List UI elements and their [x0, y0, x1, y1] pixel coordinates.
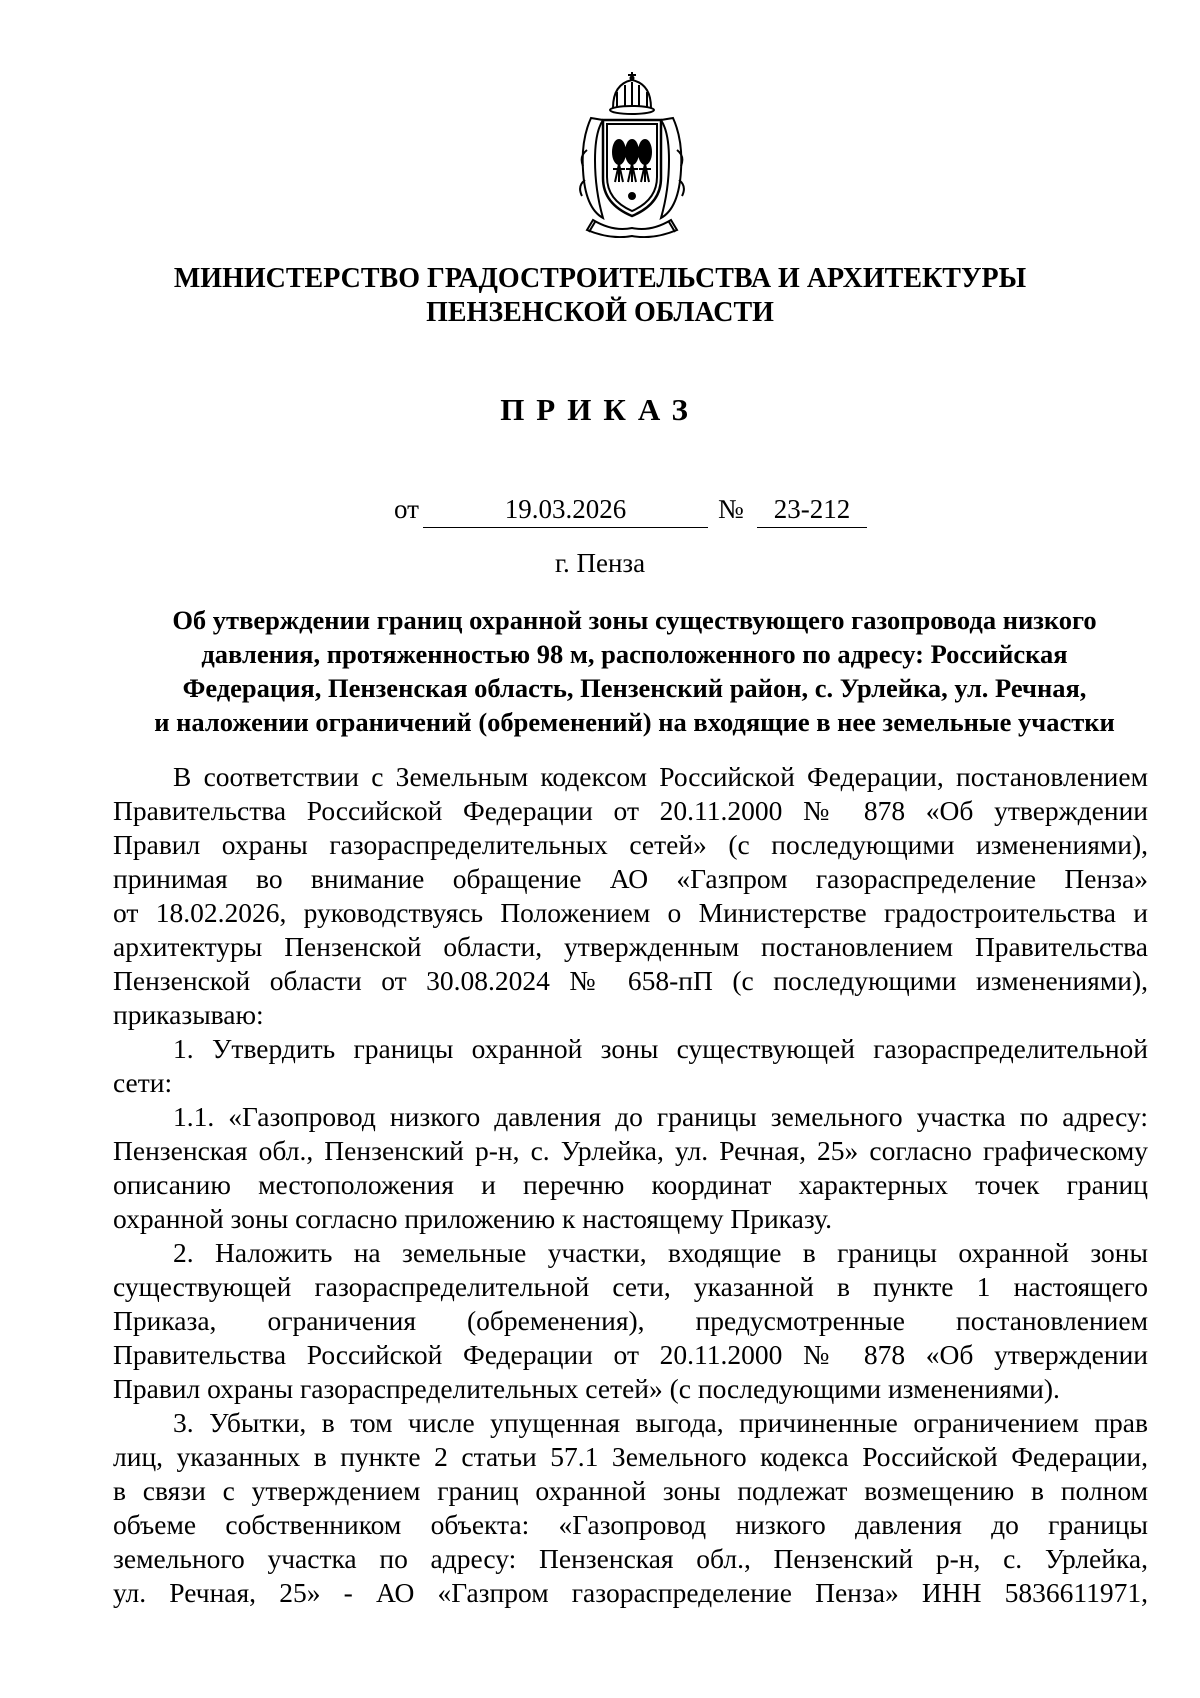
body-text-line: объеме собственником объекта: «Газопровод низкого давления до границы [113, 1509, 1148, 1540]
subject-line: Федерация, Пензенская область, Пензенский район, с. Урлейка, ул. Речная, [182, 673, 1087, 703]
subject-line: и наложении ограничений (обременений) на входящие в нее земельные участки [154, 707, 1115, 737]
body-text-line: в связи с утверждением границ охранной зоны подлежат возмещению в полном [113, 1475, 1148, 1506]
body-text-line: 1. Утвердить границы охранной зоны существующей газораспределительной [173, 1033, 1148, 1064]
date-number-line [0, 494, 1200, 530]
body-text-line: приказываю: [113, 999, 264, 1030]
body-text-line: Правил охраны газораспределительных сетей» (с последующими изменениями). [113, 1373, 1060, 1404]
body-text-line: Приказа, ограничения (обременения), предусмотренные постановлением [113, 1305, 1148, 1336]
body-text-line: существующей газораспределительной сети, указанной в пункте 1 настоящего [113, 1271, 1148, 1302]
body-text-line: от 18.02.2026, руководствуясь Положением о Министерстве градостроительства и [113, 897, 1148, 928]
body-text-line: 3. Убытки, в том числе упущенная выгода, причиненные ограничением прав [173, 1407, 1148, 1438]
body-text-line: принимая во внимание обращение АО «Газпром газораспределение Пенза» [113, 863, 1148, 894]
body-text-line: 1.1. «Газопровод низкого давления до границы земельного участка по адресу: [173, 1101, 1148, 1132]
penza-region-coat-of-arms-icon [573, 70, 691, 238]
body-text-line: архитектуры Пензенской области, утвержденным постановлением Правительства [113, 931, 1148, 962]
document-number: 23-212 [757, 494, 867, 528]
subject-line: Об утверждении границ охранной зоны существующего газопровода низкого [172, 605, 1097, 635]
body-text-line: Пензенская обл., Пензенский р-н, с. Урлейка, ул. Речная, 25» согласно графическому [113, 1135, 1148, 1166]
ministry-name-line-1: МИНИСТЕРСТВО ГРАДОСТРОИТЕЛЬСТВА И АРХИТЕКТУРЫ [173, 263, 1027, 294]
city-label: г. Пенза [554, 548, 646, 578]
body-text-line: описанию местоположения и перечню координат характерных точек границ [113, 1169, 1148, 1200]
number-prefix-label: № [718, 494, 744, 524]
body-text-line: ул. Речная, 25» - АО «Газпром газораспределение Пенза» ИНН 5836611971, [113, 1577, 1148, 1608]
body-text-line: Пензенской области от 30.08.2024 № 658-пП (с последующими изменениями), [113, 965, 1148, 996]
body-text-line: лиц, указанных в пункте 2 статьи 57.1 Земельного кодекса Российской Федерации, [113, 1441, 1148, 1472]
body-text-line: сети: [113, 1067, 173, 1098]
ministry-name-line-2: ПЕНЗЕНСКОЙ ОБЛАСТИ [426, 297, 774, 328]
body-text-line: 2. Наложить на земельные участки, входящие в границы охранной зоны [173, 1237, 1148, 1268]
body-text-line: Правительства Российской Федерации от 20.11.2000 № 878 «Об утверждении [113, 1339, 1148, 1370]
date-prefix-label: от [394, 494, 419, 524]
subject-line: давления, протяженностью 98 м, расположенного по адресу: Российская [201, 639, 1068, 669]
body-text-line: Правительства Российской Федерации от 20.11.2000 № 878 «Об утверждении [113, 795, 1148, 826]
document-type-title: ПРИКАЗ [500, 392, 700, 427]
body-text-line: земельного участка по адресу: Пензенская обл., Пензенский р-н, с. Урлейка, [113, 1543, 1148, 1574]
document-date: 19.03.2026 [423, 494, 708, 528]
body-text-line: В соответствии с Земельным кодексом Российской Федерации, постановлением [173, 761, 1148, 792]
body-text-line: охранной зоны согласно приложению к настоящему Приказу. [113, 1203, 832, 1234]
body-text-line: Правил охраны газораспределительных сетей» (с последующими изменениями), [113, 829, 1148, 860]
